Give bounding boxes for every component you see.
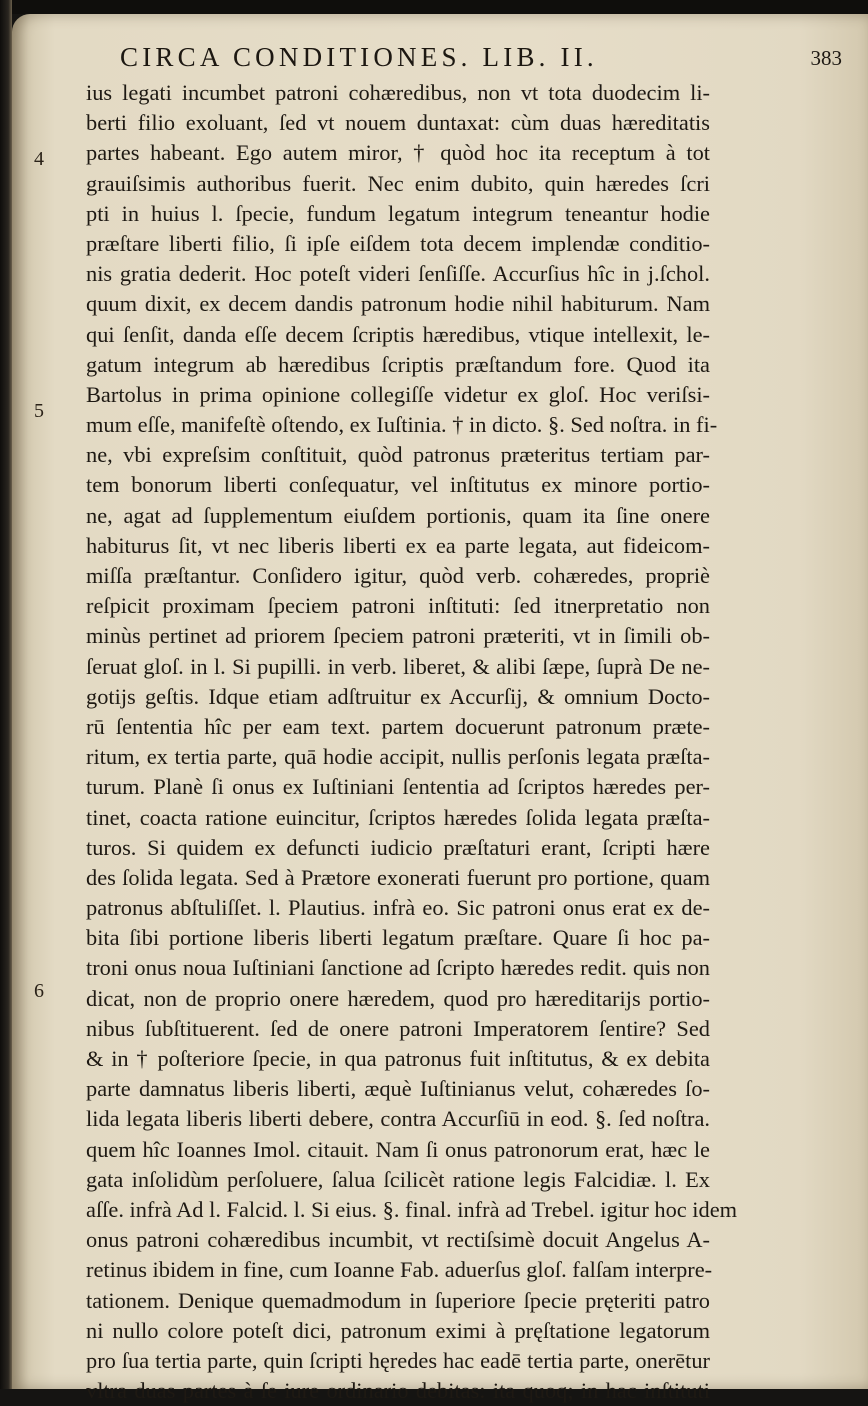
text-line: quem hîc Ioannes Imol. citauit. Nam ſi onus patronorum erat, hæc le — [86, 1136, 710, 1162]
text-line: pti in huius l. ſpecie, fundum legatum integrum teneantur hodie — [86, 200, 710, 226]
text-line: retinus ibidem in fine, cum Ioanne Fab. aduerſus gloſ. falſam interpre- — [86, 1257, 713, 1283]
text-line: Bartolus in prima opinione collegiſſe videtur ex gloſ. Hoc veriſsi- — [86, 381, 710, 407]
text-line: præſtare liberti filio, ſi ipſe eiſdem tota decem implendæ conditio- — [86, 230, 710, 256]
text-line: grauiſsimis authoribus fuerit. Nec enim dubito, quin hæredes ſcri — [86, 170, 710, 196]
text-line: patronus abſtuliſſet. l. Plautius. infrà eo. Sic patroni onus erat ex de- — [86, 895, 710, 921]
page-number: 383 — [810, 46, 842, 70]
text-line: troni onus noua Iuſtiniani ſanctione ad ſcripto hæredes redit. quis non — [86, 955, 710, 981]
text-line: & in † poſteriore ſpecie, in qua patronus fuit inſtitutus, & ex debita — [86, 1046, 710, 1071]
text-line: ſeruat gloſ. in l. Si pupilli. in verb. liberet, & alibi ſæpe, ſuprà De ne- — [86, 653, 710, 679]
text-line: ni nullo colore poteſt dici, patronum eximi à pręſtatione legatorum — [86, 1317, 710, 1343]
text-line: turos. Si quidem ex defuncti iudicio præſtaturi erant, ſcripti hære — [86, 834, 710, 860]
text-line: tationem. Denique quemadmodum in ſuperiore ſpecie pręteriti patro — [86, 1287, 710, 1313]
text-line: des ſolida legata. Sed à Prætore exonerati fuerunt pro portione, quam — [86, 864, 710, 890]
text-line: gata inſolidùm perſoluere, ſalua ſcilicèt ratione legis Falcidiæ. l. Ex — [86, 1166, 710, 1192]
text-line: aſſe. infrà Ad l. Falcid. l. Si eius. §. final. infrà ad Trebel. igitur hoc idem — [86, 1196, 738, 1222]
text-line: rū ſententia hîc per eam text. partem docuerunt patronum præte- — [86, 713, 710, 739]
body-text — [86, 78, 738, 1406]
text-line: berti filio exoluant, ſed vt nouem duntaxat: cùm duas hæreditatis — [86, 110, 710, 136]
page-header — [120, 42, 854, 78]
text-line: gotijs geſtis. Idque etiam adſtruitur ex Accurſij, & omnium Docto- — [86, 683, 710, 709]
text-line: mum eſſe, manifeſtè oſtendo, ex Iuſtinia. † in dicto. §. Sed noſtra. in fi- — [86, 412, 718, 438]
running-title: CIRCA CONDITIONES. LIB. II. — [120, 42, 598, 72]
text-line: ne, vbi expreſsim conſtituit, quòd patronus præteritus tertiam par- — [86, 442, 710, 468]
text-line: quum dixit, ex decem dandis patronum hodie nihil habiturum. Nam — [86, 291, 710, 317]
scan-top-border — [0, 0, 868, 14]
text-line: lida legata liberis liberti debere, contra Accurſiū in eod. §. ſed noſtra. — [86, 1106, 710, 1132]
text-line: ne, agat ad ſupplementum eiuſdem portionis, quam ita ſine onere — [86, 502, 710, 528]
text-line: habiturus ſit, vt nec liberis liberti ex ea parte legata, aut fideicom- — [86, 532, 710, 558]
text-line: turum. Planè ſi onus ex Iuſtiniani ſententia ad ſcriptos hæredes per- — [86, 774, 710, 800]
text-line: nis gratia dederit. Hoc poteſt videri ſenſiſſe. Accurſius hîc in j.ſchol. — [86, 261, 710, 287]
text-line: dicat, non de proprio onere hæredem, quod pro hæreditarijs portio- — [86, 985, 710, 1011]
book-gutter — [0, 0, 12, 1389]
text-line: tem bonorum liberti conſequatur, vel inſtitutus ex minore portio- — [86, 472, 710, 498]
text-line: minùs pertinet ad priorem ſpeciem patroni præteriti, vt in ſimili ob- — [86, 623, 710, 649]
text-line: tinet, coacta ratione euincitur, ſcriptos hæredes ſolida legata præſta- — [86, 804, 710, 830]
text-line: partes habeant. Ego autem miror, † quòd hoc ita receptum à tot — [86, 140, 710, 166]
text-line: ritum, ex tertia parte, quā hodie accipit, nullis perſonis legata præſta- — [86, 744, 710, 770]
text-line: qui ſenſit, danda eſſe decem ſcriptis hæredibus, vtique intellexit, le- — [86, 321, 710, 347]
text-line: bita ſibi portione liberis liberti legatum præſtare. Quare ſi hoc pa- — [86, 925, 710, 951]
text-line: onus patroni cohæredibus incumbit, vt rectiſsimè docuit Angelus A- — [86, 1227, 710, 1253]
margin-number: 6 — [34, 980, 44, 1002]
text-line: nibus ſubſtituerent. ſed de onere patroni Imperatorem ſentire? Sed — [86, 1015, 710, 1041]
text-line: miſſa præſtantur. Conſidero igitur, quòd verb. cohæredes, propriè — [86, 563, 710, 588]
text-line: gatum integrum ab hæredibus ſcriptis præſtandum fore. Quod ita — [86, 351, 710, 377]
text-line: parte damnatus liberis liberti, æquè Iuſtinianus velut, cohæredes ſo- — [86, 1076, 710, 1102]
text-line: reſpicit proximam ſpeciem patroni inſtituti: ſed itnerpretatio non — [86, 593, 710, 619]
text-line: vltra duas partes à ſe iure ordinario debitas: ita quoq; in hac inſtituti — [86, 1378, 710, 1404]
margin-number: 5 — [34, 400, 44, 422]
text-line: ius legati incumbet patroni cohæredibus, non vt tota duodecim li- — [86, 80, 710, 105]
margin-number: 4 — [34, 148, 44, 170]
text-line: pro ſua tertia parte, quin ſcripti hęredes hac eadē tertia parte, onerētur — [86, 1347, 710, 1373]
